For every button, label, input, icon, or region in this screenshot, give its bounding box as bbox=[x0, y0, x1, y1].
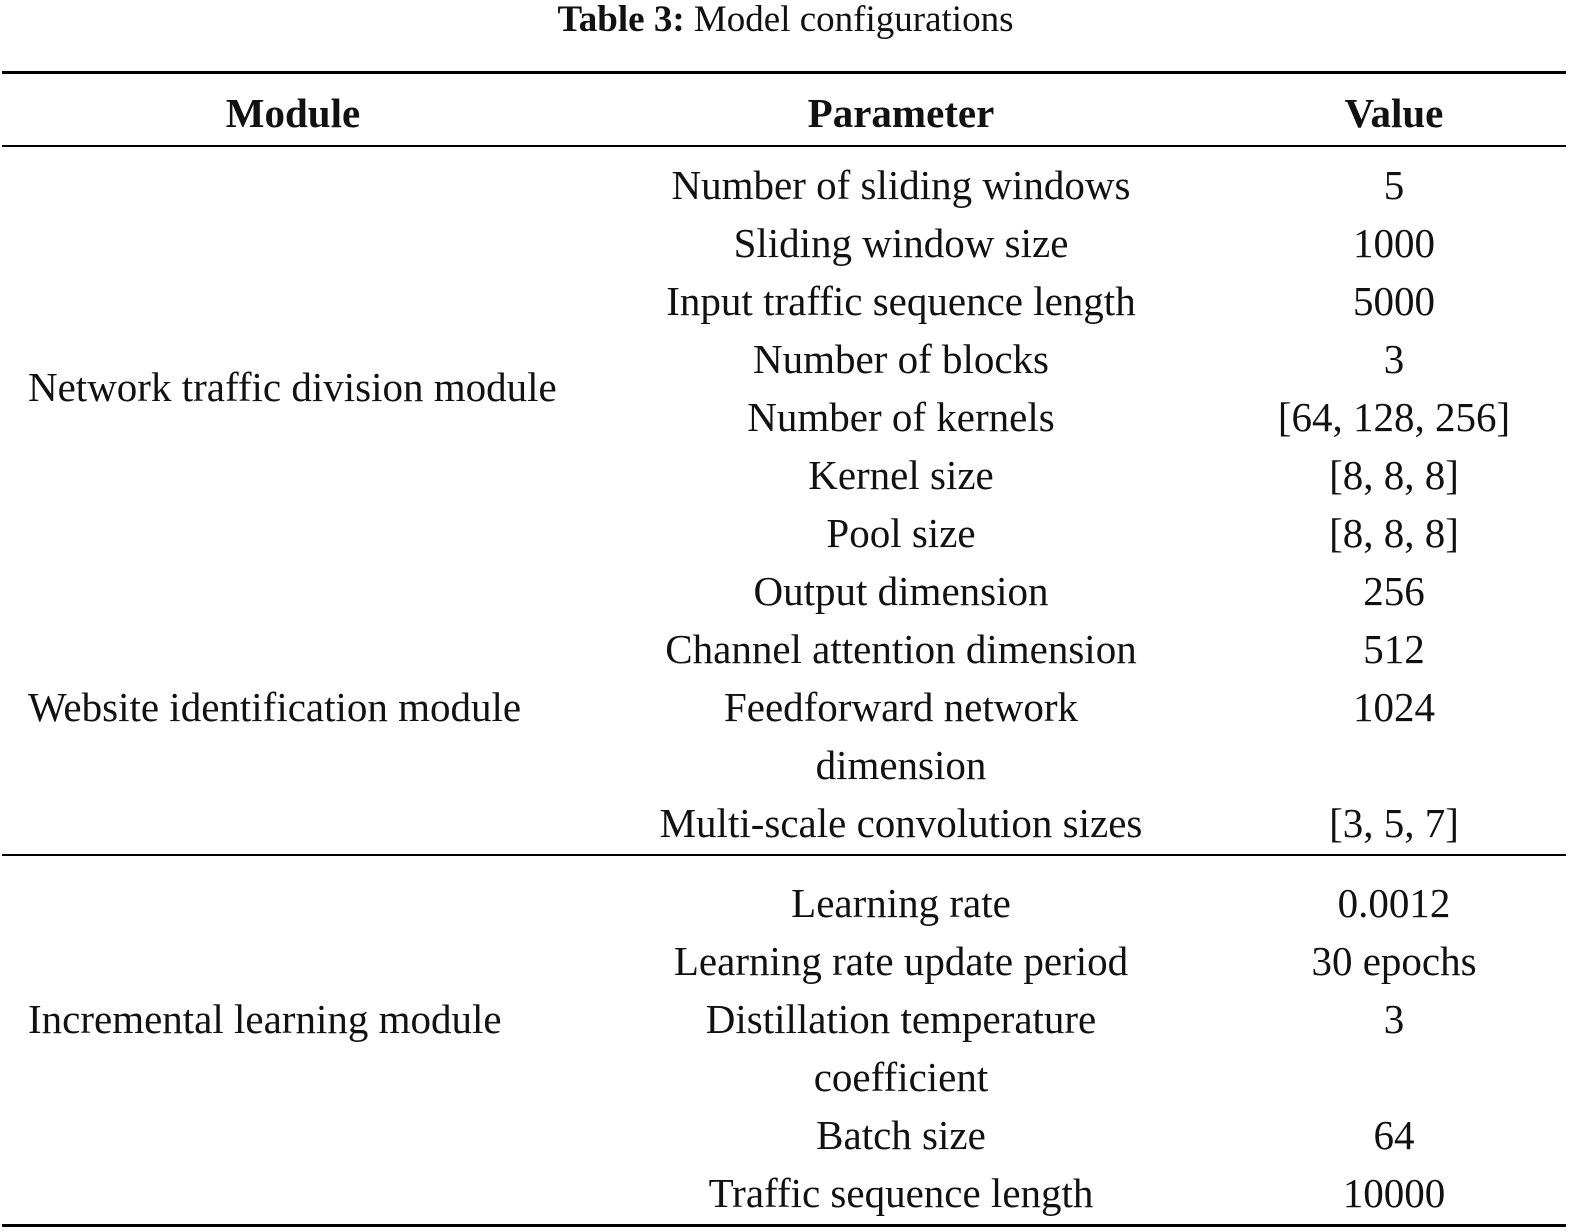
header-module: Module bbox=[225, 90, 361, 136]
top-rule bbox=[2, 71, 1566, 74]
param-cell: Feedforward network bbox=[723, 684, 1079, 730]
param-cell: Batch size bbox=[816, 1112, 986, 1158]
param-cell: Multi-scale convolution sizes bbox=[659, 800, 1143, 846]
param-cell: Number of kernels bbox=[747, 394, 1055, 440]
bottom-rule bbox=[2, 1224, 1566, 1227]
value-cell: [3, 5, 7] bbox=[1329, 800, 1459, 846]
value-cell: 64 bbox=[1373, 1112, 1415, 1158]
value-cell: [8, 8, 8] bbox=[1329, 452, 1459, 498]
value-cell: 1024 bbox=[1353, 684, 1435, 730]
header-value: Value bbox=[1344, 90, 1444, 136]
param-cell: Distillation temperature bbox=[705, 996, 1097, 1042]
module-network-traffic-division: Network traffic division module bbox=[28, 364, 557, 410]
param-cell: Learning rate bbox=[791, 880, 1011, 926]
param-cell: Traffic sequence length bbox=[708, 1170, 1094, 1216]
param-cell: Output dimension bbox=[753, 568, 1049, 614]
param-cell: Pool size bbox=[826, 510, 976, 556]
value-cell: 5000 bbox=[1353, 278, 1435, 324]
value-cell: [64, 128, 256] bbox=[1277, 394, 1511, 440]
param-cell: Number of sliding windows bbox=[671, 162, 1131, 208]
value-cell: 3 bbox=[1383, 996, 1405, 1042]
caption-label: Table 3: bbox=[557, 0, 685, 40]
param-cell: Learning rate update period bbox=[673, 938, 1129, 984]
param-cell: Channel attention dimension bbox=[665, 626, 1137, 672]
table-caption bbox=[0, 0, 1571, 40]
module-website-identification: Website identification module bbox=[28, 684, 522, 730]
group-divider-rule bbox=[2, 854, 1566, 856]
param-cell: Sliding window size bbox=[733, 220, 1069, 266]
value-cell: 10000 bbox=[1342, 1170, 1446, 1216]
value-cell: [8, 8, 8] bbox=[1329, 510, 1459, 556]
value-cell: 512 bbox=[1363, 626, 1425, 672]
module-incremental-learning: Incremental learning module bbox=[28, 996, 502, 1042]
param-cell-continuation: dimension bbox=[815, 742, 987, 788]
value-cell: 30 epochs bbox=[1311, 938, 1477, 984]
header-rule bbox=[2, 145, 1566, 147]
param-cell: Kernel size bbox=[808, 452, 994, 498]
value-cell: 3 bbox=[1383, 336, 1405, 382]
param-cell-continuation: coefficient bbox=[813, 1054, 989, 1100]
header-parameter: Parameter bbox=[807, 90, 995, 136]
param-cell: Input traffic sequence length bbox=[666, 278, 1136, 324]
value-cell: 1000 bbox=[1353, 220, 1435, 266]
param-cell: Number of blocks bbox=[752, 336, 1050, 382]
value-cell: 0.0012 bbox=[1337, 880, 1451, 926]
value-cell: 5 bbox=[1383, 162, 1405, 208]
caption-text: Model configurations bbox=[693, 0, 1014, 40]
value-cell: 256 bbox=[1363, 568, 1425, 614]
